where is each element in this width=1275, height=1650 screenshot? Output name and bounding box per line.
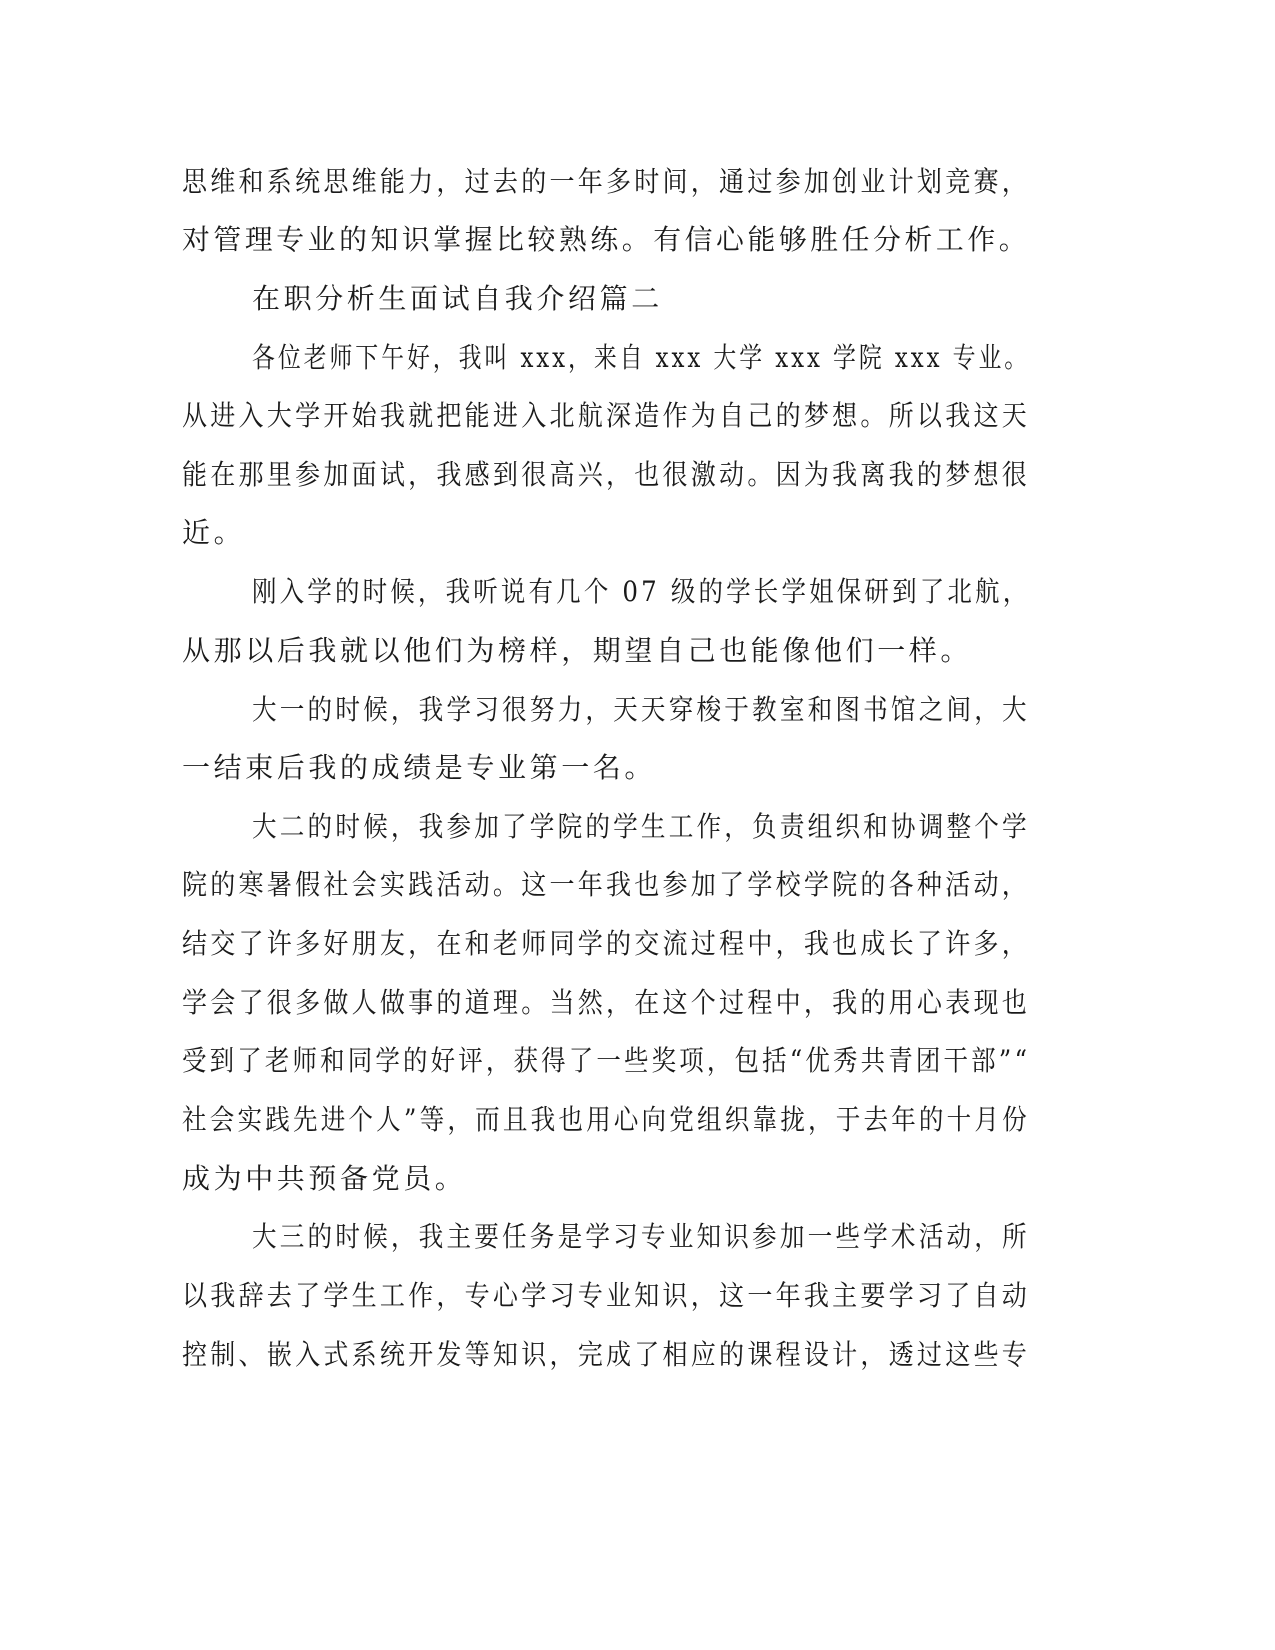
body-line: 近。 (182, 516, 246, 549)
body-line: 受到了老师和同学的好评，获得了一些奖项，包括“优秀共青团干部”“ (182, 1044, 1031, 1077)
paragraph-start: 大一的时候，我学习很努力，天天穿梭于教室和图书馆之间，大 (252, 693, 1030, 726)
body-line: 结交了许多好朋友，在和老师同学的交流过程中，我也成长了许多， (182, 927, 1030, 960)
body-line: 能在那里参加面试，我感到很高兴，也很激动。因为我离我的梦想很 (182, 458, 1030, 491)
body-line: 成为中共预备党员。 (182, 1162, 467, 1195)
body-line: 社会实践先进个人”等，而且我也用心向党组织靠拢，于去年的十月份 (182, 1103, 1030, 1136)
body-line: 院的寒暑假社会实践活动。这一年我也参加了学校学院的各种活动， (182, 868, 1030, 901)
paragraph-start: 大三的时候，我主要任务是学习专业知识参加一些学术活动，所 (252, 1220, 1030, 1253)
body-line: 从进入大学开始我就把能进入北航深造作为自己的梦想。所以我这天 (182, 399, 1030, 432)
paragraph-start: 大二的时候，我参加了学院的学生工作，负责组织和协调整个学 (252, 810, 1030, 843)
body-line: 一结束后我的成绩是专业第一名。 (182, 751, 657, 784)
paragraph-start: 刚入学的时候，我听说有几个 07 级的学长学姐保研到了北航， (252, 575, 1031, 608)
body-line: 思维和系统思维能力，过去的一年多时间，通过参加创业计划竞赛， (182, 165, 1030, 198)
body-line: 控制、嵌入式系统开发等知识，完成了相应的课程设计，透过这些专 (182, 1338, 1030, 1371)
body-line: 以我辞去了学生工作，专心学习专业知识，这一年我主要学习了自动 (182, 1279, 1030, 1312)
paragraph-start: 各位老师下午好，我叫 xxx，来自 xxx 大学 xxx 学院 xxx 专业。 (252, 341, 1031, 374)
section-heading: 在职分析生面试自我介绍篇二 (252, 282, 663, 315)
body-line: 从那以后我就以他们为榜样，期望自己也能像他们一样。 (182, 634, 973, 667)
body-line: 学会了很多做人做事的道理。当然，在这个过程中，我的用心表现也 (182, 986, 1030, 1019)
body-line: 对管理专业的知识掌握比较熟练。有信心能够胜任分析工作。 (182, 223, 1031, 256)
